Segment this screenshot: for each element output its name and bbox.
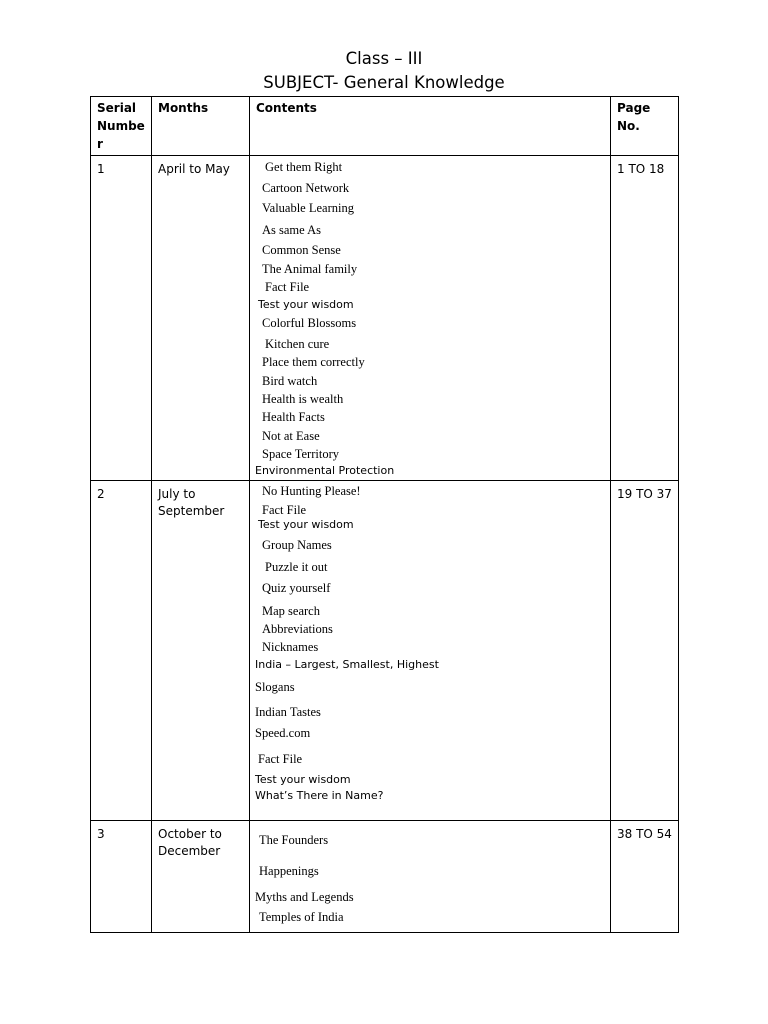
content-item: Not at Ease (262, 429, 320, 443)
content-item: Common Sense (262, 243, 341, 257)
content-item: Test your wisdom (258, 298, 354, 311)
content-item: Place them correctly (262, 355, 365, 369)
content-item: Valuable Learning (262, 201, 354, 215)
content-item: Quiz yourself (262, 581, 331, 595)
content-item: Test your wisdom (255, 773, 351, 786)
content-item: Kitchen cure (265, 337, 330, 351)
content-item: Abbreviations (262, 622, 333, 636)
months-line-2: December (158, 844, 221, 858)
syllabus-table (90, 96, 679, 933)
content-item: Group Names (262, 538, 332, 552)
header-serial-line-2: Numbe (97, 119, 145, 133)
serial-cell: 3 (91, 821, 152, 933)
months-line-1: July to (158, 487, 196, 501)
table-row (91, 821, 679, 933)
content-item: Bird watch (262, 374, 318, 388)
content-item: Get them Right (265, 160, 343, 174)
content-item: Happenings (259, 864, 319, 878)
content-item: Environmental Protection (255, 464, 395, 477)
content-item: As same As (262, 223, 322, 237)
content-item: Health Facts (262, 410, 325, 424)
table-row (91, 156, 679, 481)
content-item: Health is wealth (262, 392, 344, 406)
serial-cell: 1 (91, 156, 152, 481)
content-item: Map search (262, 604, 320, 618)
content-item: Slogans (255, 680, 295, 694)
header-serial-line-3: r (97, 137, 103, 151)
months-line-2: September (158, 504, 225, 518)
serial-cell: 2 (91, 481, 152, 821)
content-item: Cartoon Network (262, 181, 350, 195)
content-item: Puzzle it out (265, 560, 328, 574)
content-item: Indian Tastes (255, 705, 321, 719)
content-item: Colorful Blossoms (262, 316, 357, 330)
months-cell (152, 481, 250, 821)
header-serial-line-1: Serial (97, 101, 137, 115)
content-item: The Animal family (262, 262, 358, 276)
contents-cell (250, 821, 611, 933)
page-cell: 19 TO 37 (611, 481, 679, 821)
header-serial (91, 97, 152, 156)
content-item: The Founders (259, 833, 329, 847)
months-cell (152, 821, 250, 933)
contents-cell (250, 156, 611, 481)
table-row (91, 481, 679, 821)
subject-title: SUBJECT- General Knowledge (263, 73, 505, 92)
content-item: Test your wisdom (258, 518, 354, 531)
content-item: India – Largest, Smallest, Highest (255, 658, 439, 671)
content-item: No Hunting Please! (262, 484, 361, 498)
page-cell: 1 TO 18 (611, 156, 679, 481)
content-item: What’s There in Name? (255, 789, 384, 802)
content-item: Myths and Legends (255, 890, 354, 904)
header-row (91, 97, 679, 156)
content-item: Space Territory (262, 447, 339, 461)
months-cell: April to May (152, 156, 250, 481)
content-item: Fact File (265, 280, 310, 294)
content-item: Temples of India (259, 910, 344, 924)
contents-cell (250, 481, 611, 821)
content-item: Speed.com (255, 726, 311, 740)
header-contents: Contents (250, 97, 611, 156)
header-page: Page No. (611, 97, 679, 156)
class-title: Class – III (345, 49, 423, 68)
page-cell: 38 TO 54 (611, 821, 679, 933)
content-item: Nicknames (262, 640, 319, 654)
content-item: Fact File (262, 503, 307, 517)
months-line-1: October to (158, 827, 222, 841)
content-item: Fact File (258, 752, 303, 766)
header-months: Months (152, 97, 250, 156)
